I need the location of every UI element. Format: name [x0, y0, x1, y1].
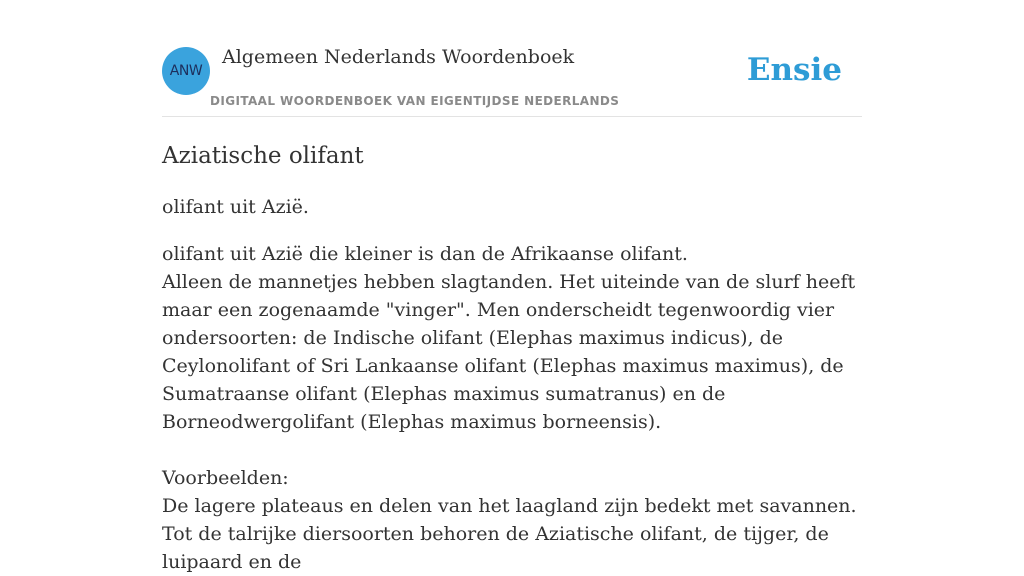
entry-title: Aziatische olifant	[162, 143, 364, 169]
source-subtitle: DIGITAAL WOORDENBOEK VAN EIGENTIJDSE NEDERLANDS	[210, 94, 620, 108]
page-container	[162, 0, 862, 576]
anw-logo[interactable]: ANW	[162, 47, 210, 95]
long-definition: olifant uit Azië die kleiner is dan de Afrikaanse olifant. Alleen de mannetjes hebben slagtanden. Het uiteinde van de slurf heeft maar een zogenaamde "vinger". Men onderscheidt tegenwoordig vier ondersoorten: de Indische olifant (Elephas maximus indicus), de Ceylonolifant of Sri Lankaanse olifant (Elephas maximus maximus), de Sumatraanse olifant (Elephas maximus sumatranus) en de Borneodwergolifant (Elephas maximus borneensis). Voorbeelden: De lagere plateaus en delen van het laagland zijn bedekt met savannen. Tot de talrijke diersoorten behoren de Aziatische olifant, de tijger, de luipaard en de	[162, 243, 857, 573]
short-definition: olifant uit Azië.	[162, 196, 309, 218]
ensie-brand-link[interactable]: Ensie	[746, 52, 842, 88]
source-header	[162, 46, 862, 117]
source-title[interactable]: Algemeen Nederlands Woordenboek	[222, 46, 575, 68]
